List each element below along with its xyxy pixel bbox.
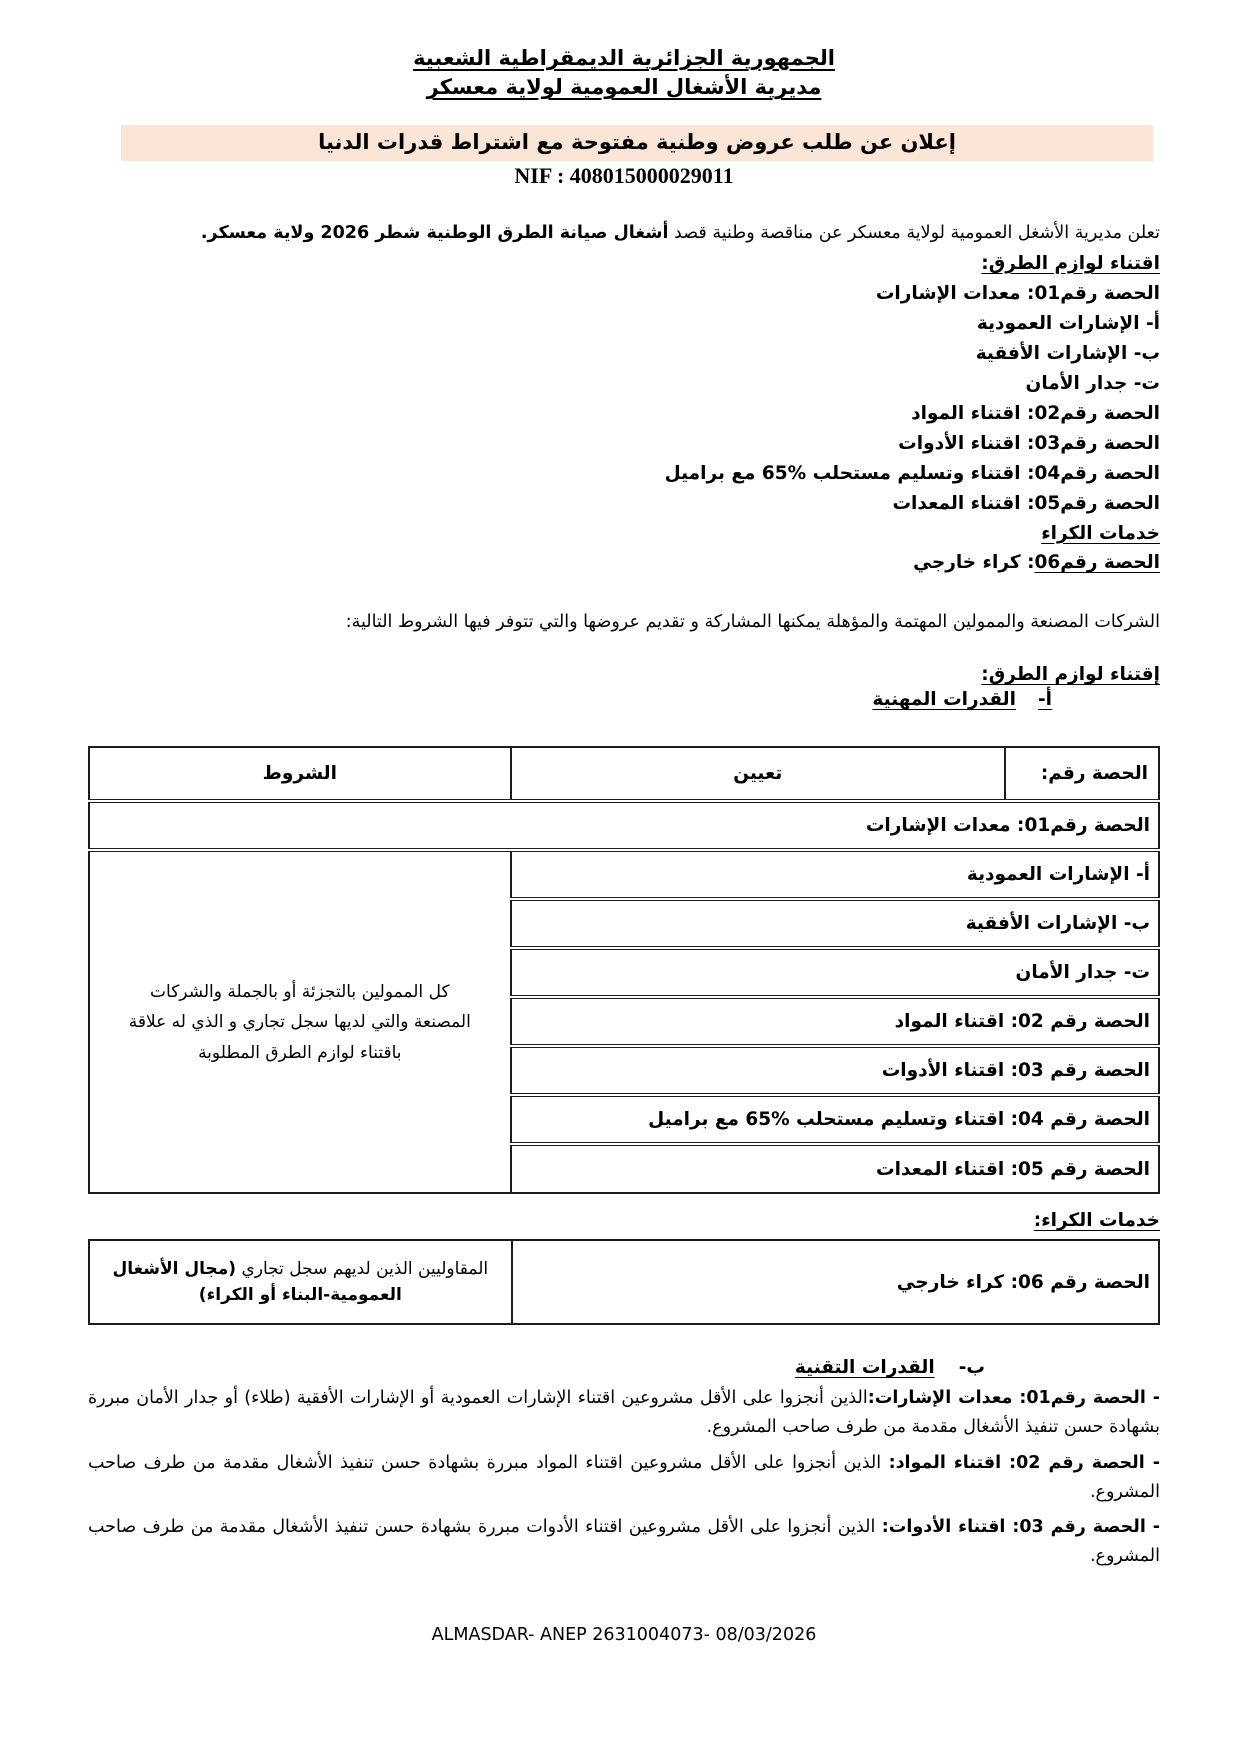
requirement-body: الذين أنجزوا على الأقل مشروعين اقتناء الأدوات مبررة بشهادة حسن تنفيذ الأشغال مقدمة من طرف صاحب المشروع.: [88, 1516, 1160, 1566]
table-row: [89, 1240, 1159, 1324]
lot-item-01c: ت- جدار الأمان: [1025, 372, 1160, 394]
intro-text-bold: أشغال صيانة الطرق الوطنية شطر 2026 ولاية معسكر.: [200, 222, 669, 243]
rental-services-heading: خدمات الكراء: [1041, 522, 1160, 544]
section-a-heading: إقتناء لوازم الطرق:: [981, 664, 1160, 686]
rental-condition-bold: (مجال الأشغال العمومية-البناء أو الكراء): [112, 1259, 402, 1306]
requirement-lead: - الحصة رقم 02: اقتناء المواد:: [888, 1452, 1160, 1473]
anep-footer: ALMASDAR- ANEP 2631004073- 08/03/2026: [431, 1624, 817, 1645]
designation-cell: ب- الإشارات الأفقية: [511, 899, 1159, 948]
technical-requirement-lot01: [88, 1384, 1160, 1442]
designation-cell: الحصة رقم 03: اقتناء الأدوات: [511, 1046, 1159, 1095]
lot-item-01b: ب- الإشارات الأفقية: [975, 342, 1160, 364]
lot06-rest: : كراء خارجي: [913, 552, 1035, 574]
designation-cell: الحصة رقم 04: اقتناء وتسليم مستحلب %65 مع براميل: [511, 1095, 1159, 1144]
lot06-conditions-cell: [89, 1240, 512, 1324]
lot06-cell: الحصة رقم 06: كراء خارجي: [512, 1240, 1159, 1324]
requirement-lead: - الحصة رقم01: معدات الإشارات:: [867, 1388, 1160, 1409]
lot-item-02: الحصة رقم02: اقتناء المواد: [911, 402, 1160, 424]
table-row: [89, 850, 1159, 899]
lot-item-01: الحصة رقم01: معدات الإشارات: [875, 282, 1160, 304]
designation-cell: ت- جدار الأمان: [511, 948, 1159, 997]
document-header: [88, 44, 1160, 103]
header-designation: تعيين: [511, 747, 1005, 801]
subsection-technical-heading: [88, 1357, 1160, 1378]
subsection-b-letter: ب-: [958, 1357, 985, 1379]
technical-requirement-lot03: [88, 1513, 1160, 1571]
lots-conditions-table: [88, 746, 1160, 1194]
rental-table: [88, 1239, 1160, 1325]
directorate-title: مديرية الأشغال العمومية لولاية معسكر: [426, 75, 822, 100]
designation-cell: أ- الإشارات العمودية: [511, 850, 1159, 899]
requirement-lead: - الحصة رقم 03: اقتناء الأدوات:: [881, 1516, 1160, 1537]
lot-item-05: الحصة رقم05: اقتناء المعدات: [892, 492, 1160, 514]
header-conditions: الشروط: [89, 747, 511, 801]
requirement-body: الذين أنجزوا على الأقل مشروعين اقتناء الإشارات العمودية أو الإشارات الأفقية (طلاء) أو جدار الأمان مبررة بشهادة حسن تنفيذ الأشغال مقدمة من طرف صاحب المشروع.: [88, 1388, 1160, 1438]
nif-value: NIF : 408015000029011: [514, 162, 734, 188]
lot-item-06: [88, 548, 1160, 578]
designation-cell: الحصة رقم 02: اقتناء المواد: [511, 997, 1159, 1046]
lot-item-03: الحصة رقم03: اقتناء الأدوات: [898, 432, 1160, 454]
lot-item-04: الحصة رقم04: اقتناء وتسليم مستحلب %65 مع براميل: [664, 462, 1160, 484]
lot-item-01a: أ- الإشارات العمودية: [976, 312, 1160, 334]
intro-text: تعلن مديرية الأشغل العمومية لولاية معسكر عن مناقصة وطنية قصد: [668, 222, 1160, 243]
header-lot-number: الحصة رقم:: [1005, 747, 1159, 801]
intro-paragraph: [88, 219, 1160, 247]
lot06-label: الحصة رقم06: [1034, 552, 1160, 574]
subsection-a-letter: أ-: [1037, 689, 1052, 711]
table-row: [89, 801, 1159, 850]
technical-requirement-lot02: [88, 1449, 1160, 1507]
lot01-merged-cell: الحصة رقم01: معدات الإشارات: [89, 801, 1159, 850]
designation-cell: الحصة رقم 05: اقتناء المعدات: [511, 1144, 1159, 1193]
subsection-a-title: القدرات المهنية: [872, 689, 1016, 711]
lots-list: [88, 249, 1160, 579]
table-header-row: [89, 747, 1159, 801]
rental-condition-text: المقاوليين الذين لديهم سجل تجاري: [236, 1259, 489, 1280]
lots-heading: اقتناء لوازم الطرق:: [981, 252, 1160, 274]
participation-paragraph: الشركات المصنعة والممولين المهتمة والمؤهلة يمكنها المشاركة و تقديم عروضها والتي تتوفر فيها الشروط التالية:: [345, 612, 1160, 633]
requirement-body: الذين أنجزوا على الأقل مشروعين اقتناء المواد مبررة بشهادة حسن تنفيذ الأشغال مقدمة من طرف صاحب المشروع.: [88, 1452, 1160, 1502]
subsection-b-title: القدرات التقنية: [794, 1357, 935, 1379]
republic-title: الجمهورية الجزائرية الديمقراطية الشعبية: [413, 46, 835, 70]
rental-section-heading: خدمات الكراء:: [1033, 1210, 1160, 1232]
conditions-cell: كل الممولين بالتجزئة أو بالجملة والشركات المصنعة والتي لديها سجل تجاري و الذي له علاقة باقتناء لوازم الطرق المطلوبة: [89, 850, 511, 1193]
subsection-professional-heading: [88, 689, 1160, 710]
announcement-banner: إعلان عن طلب عروض وطنية مفتوحة مع اشتراط قدرات الدنيا: [121, 125, 1153, 161]
